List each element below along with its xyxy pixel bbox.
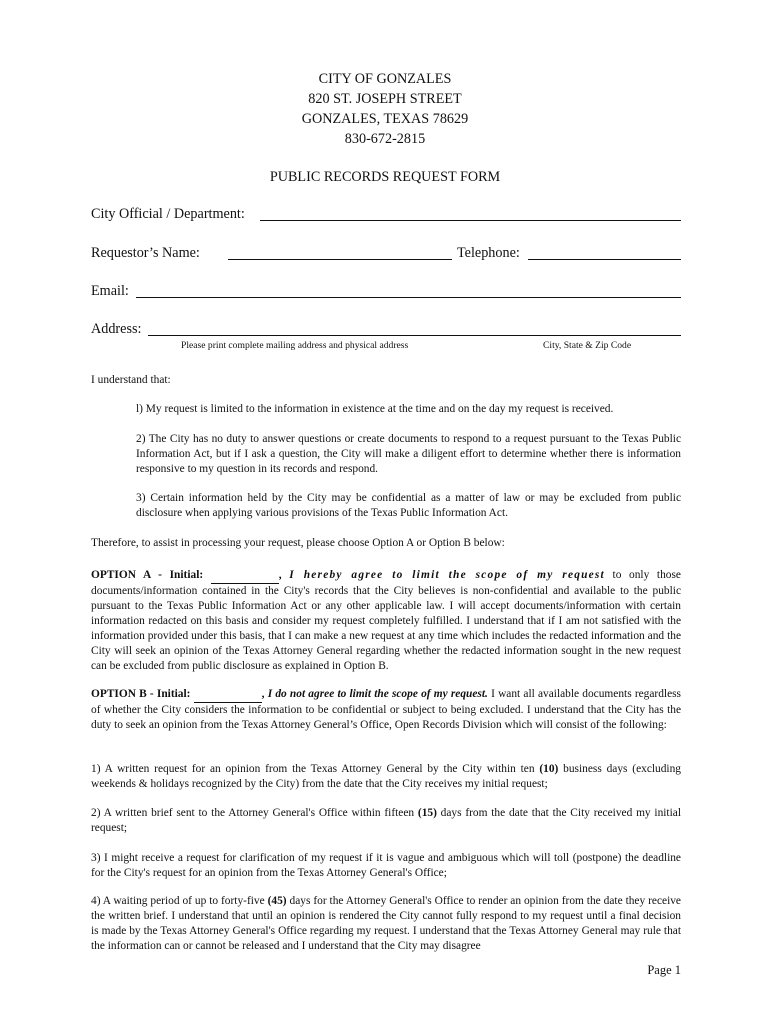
header-city-name: CITY OF GONZALES (318, 71, 452, 87)
option-b-item-4-days: (45) (267, 895, 287, 907)
telephone-label: Telephone: (457, 245, 520, 261)
option-b-initial-field[interactable] (194, 687, 262, 703)
understand-intro: I understand that: (91, 374, 171, 386)
option-a-comma: , (278, 569, 282, 581)
header-street: 820 ST. JOSEPH STREET (308, 91, 462, 107)
option-b-item-1 (91, 762, 681, 792)
address-field[interactable] (148, 335, 681, 336)
option-b-item-4 (91, 894, 681, 954)
option-b-item-2-text: 2) A written brief sent to the Attorney General's Office within fifteen (91, 807, 418, 819)
option-b-label: OPTION B - Initial: (91, 688, 191, 700)
option-b-item-4-text-end: days for the Attorney General's Office to render an opinion from the date they receive the written brief. I understand that until an opinion is rendered the City cannot fully respond to my request until a final decision is made by the Texas Attorney General's Office regarding my request. I understand that the Texas Attorney General may rule that the information can or cannot be released and I understand that the City may disagree (91, 895, 681, 952)
option-b-item-1-days: (10) (539, 763, 559, 775)
option-b-item-4-text: 4) A waiting period of up to forty-five (91, 895, 268, 907)
option-a-initial-field[interactable] (211, 568, 279, 584)
option-a-emphasis: I hereby agree to limit the scope of my request (289, 569, 605, 581)
option-a-paragraph (91, 568, 681, 674)
option-b-paragraph (91, 687, 681, 733)
address-note-city-state-zip: City, State & Zip Code (543, 340, 632, 351)
option-b-emphasis: I do not agree to limit the scope of my request. (267, 688, 488, 700)
option-b-item-1-text: 1) A written request for an opinion from the Texas Attorney General by the City within ten (91, 763, 540, 775)
option-a-body: to only those documents/information contained in the City's records that the City believes is non-confidential and available to the public pursuant to the Texas Public Information Act or any other applicable law. I will accept documents/information with certain information redacted on this basis and consider my request completely fulfilled. I understand that if I am not satisfied with the information provided under this basis, that I can make a new request at any time which includes the redacted information and the City will seek an opinion of the Texas Attorney General regarding whether the redacted information sought in the new request can be excluded from public disclosure as explained in Option B. (91, 569, 681, 672)
option-b-item-2-text-end: days from the date that the City received my initial request; (91, 807, 681, 834)
understand-item-1: l) My request is limited to the information in existence at the time and on the day my request is received. (136, 403, 614, 415)
address-note-mailing: Please print complete mailing address and physical address (181, 340, 409, 351)
department-label: City Official / Department: (91, 206, 245, 222)
form-title: PUBLIC RECORDS REQUEST FORM (269, 169, 501, 185)
therefore-text: Therefore, to assist in processing your request, please choose Option A or Option B below: (91, 537, 505, 549)
option-a-label: OPTION A - Initial: (91, 569, 204, 581)
option-b-comma: , (261, 688, 265, 700)
understand-item-3: 3) Certain information held by the City may be confidential as a matter of law or may be excluded from public disclosure when applying various provisions of the Texas Public Information Act. (136, 492, 681, 519)
page-number: Page 1 (647, 963, 681, 977)
option-b-body: I want all available documents regardless of whether the City considers the information to be confidential or subject to being excluded. I understand that the City has the duty to seek an opinion from the Texas Attorney General’s Office, Open Records Division which will consist of the following: (91, 688, 681, 731)
option-b-item-3: 3) I might receive a request for clarification of my request if it is vague and ambiguous which will toll (postpone) the deadline for the City's request for an opinion from the Texas Attorney General's Office; (91, 852, 681, 879)
header-city-state-zip: GONZALES, TEXAS 78629 (301, 111, 469, 127)
address-label: Address: (91, 321, 142, 337)
email-field[interactable] (136, 297, 681, 298)
option-b-item-2-days: (15) (417, 807, 437, 819)
understand-item-2: 2) The City has no duty to answer questions or create documents to respond to a request pursuant to the Texas Public Information Act, but if I ask a question, the City will make a diligent effort to determine whether there is information responsive to my question in its records and respond. (136, 433, 681, 475)
header-phone: 830-672-2815 (344, 131, 426, 147)
option-b-item-1-text-end: business days (excluding weekends & holidays recognized by the City) from the date that the City receives my initial request; (91, 763, 681, 790)
telephone-field[interactable] (528, 259, 681, 260)
requestor-name-field[interactable] (228, 259, 452, 260)
department-field[interactable] (260, 220, 681, 221)
option-b-item-2 (91, 806, 681, 836)
requestor-name-label: Requestor’s Name: (91, 245, 200, 261)
email-label: Email: (91, 283, 129, 299)
